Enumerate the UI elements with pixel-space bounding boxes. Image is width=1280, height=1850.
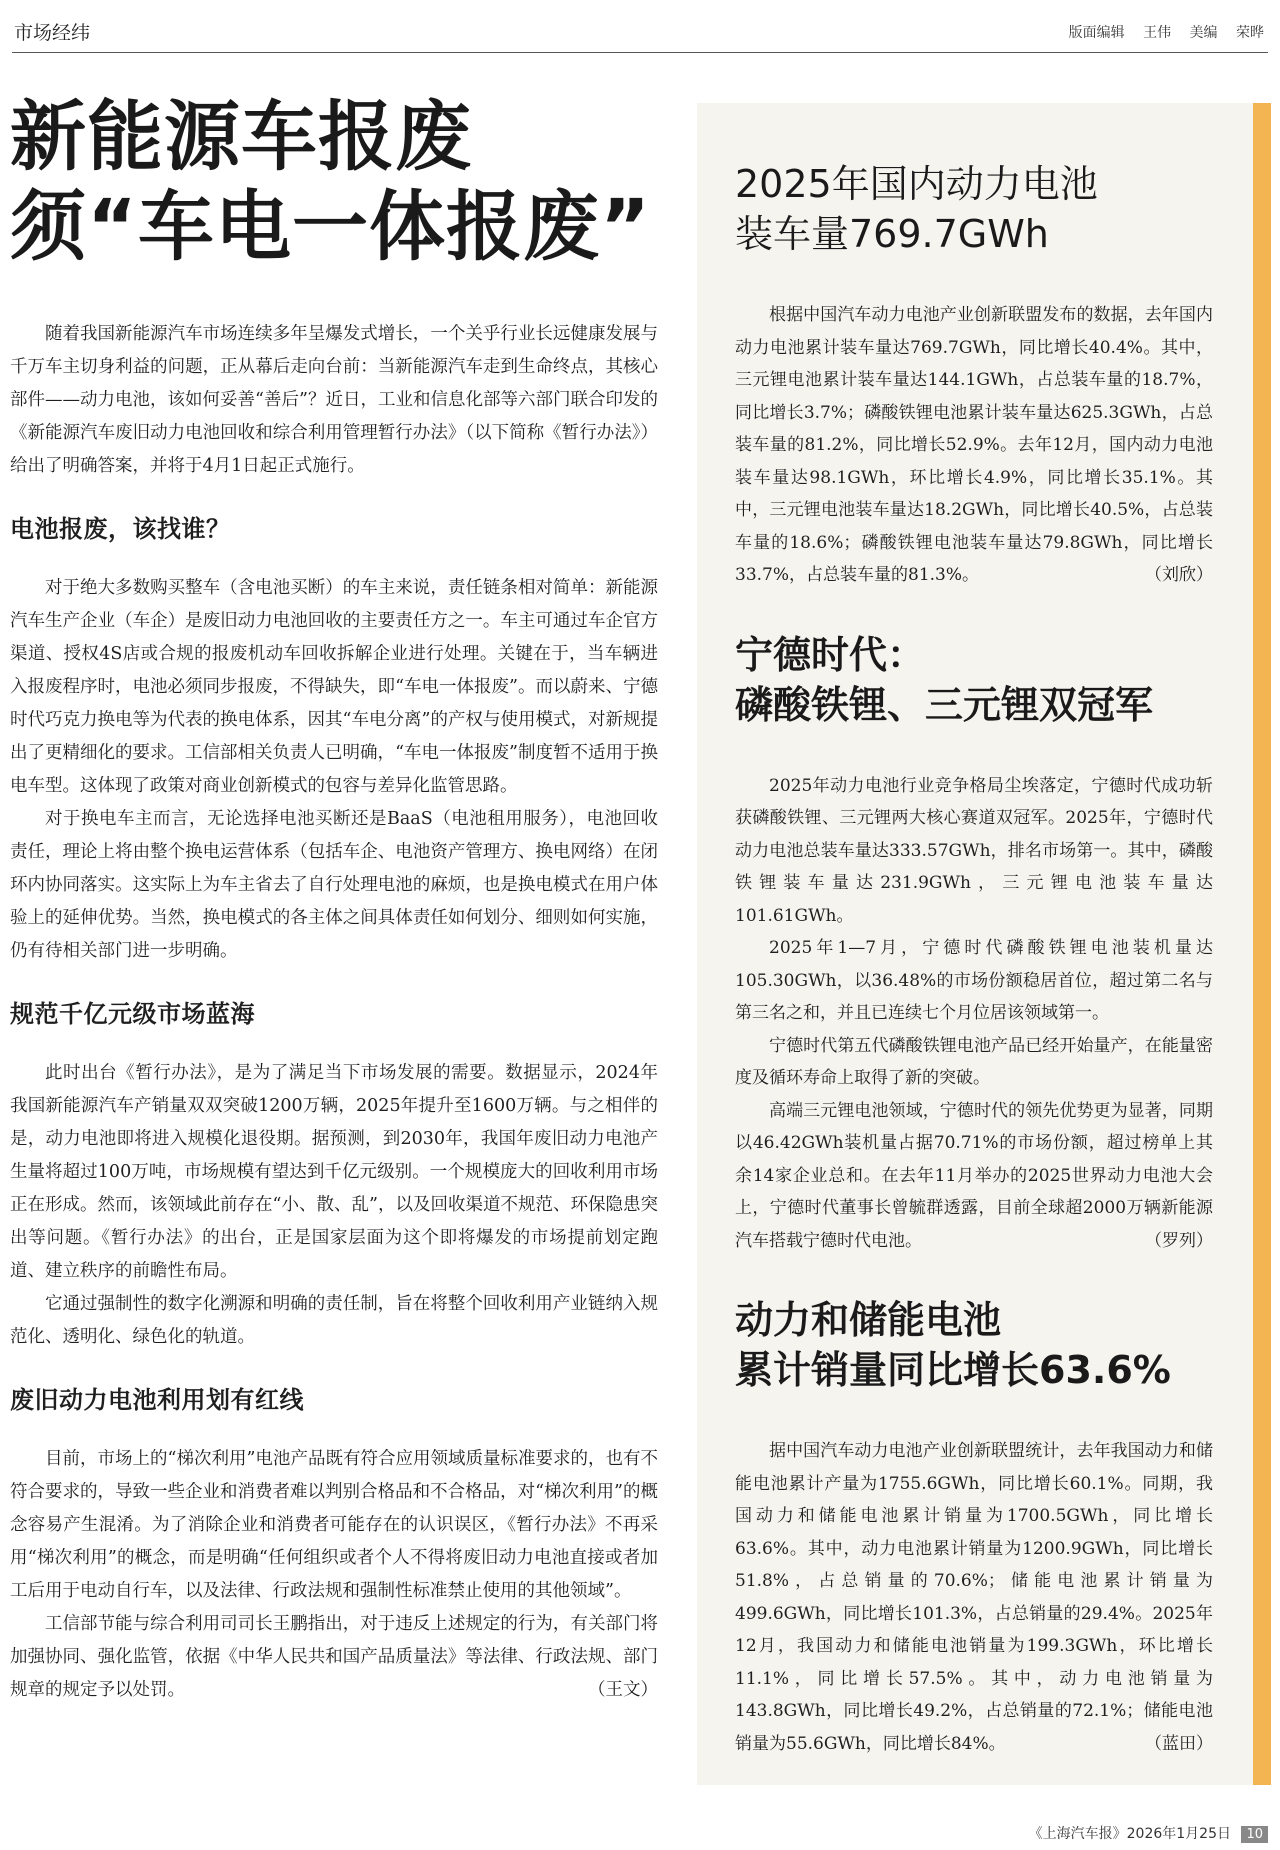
sidebar-article-1 bbox=[735, 159, 1213, 592]
article-paragraph bbox=[10, 1608, 658, 1707]
publication-source: 《上海汽车报》2026年1月25日 bbox=[1028, 1826, 1231, 1842]
page-number: 10 bbox=[1241, 1826, 1268, 1843]
sidebar-paragraph-text: 据中国汽车动力电池产业创新联盟统计，去年我国动力和储能电池累计产量为1755.6GWh，同比增长60.1%。同期，我国动力和储能电池累计销量为1700.5GWh，同比增长63.6%。其中，动力电池累计销量为1200.9GWh，同比增长51.8%，占总销量的70.6%；储能电池累计销量为499.6GWh，同比增长101.3%，占总销量的29.4%。2025年12月，我国动力和储能电池销量为199.3GWh，环比增长11.1%，同比增长57.5%。其中，动力电池销量为143.8GWh，同比增长49.2%，占总销量的72.1%；储能电池销量为55.6GWh，同比增长84%。 bbox=[735, 1441, 1213, 1754]
sidebar-paragraph-text: 根据中国汽车动力电池产业创新联盟发布的数据，去年国内动力电池累计装车量达769.7GWh，同比增长40.4%。其中，三元锂电池累计装车量达144.1GWh，占总装车量的18.7%，同比增长3.7%；磷酸铁锂电池累计装车量达625.3GWh，占总装车量的81.2%，同比增长52.9%。去年12月，国内动力电池装车量达98.1GWh，环比增长4.9%，同比增长35.1%。其中，三元锂电池装车量达18.2GWh，同比增长40.5%，占总装车量的18.6%；磷酸铁锂电池装车量达79.8GWh，同比增长33.7%，占总装车量的81.3%。 bbox=[735, 305, 1213, 585]
credit-name-editor: 王伟 bbox=[1143, 25, 1172, 41]
sidebar-paragraph bbox=[735, 1435, 1213, 1760]
section-heading-1: 电池报废，该找谁？ bbox=[10, 515, 231, 543]
sidebar-paragraph: 宁德时代第五代磷酸铁锂电池产品已经开始量产，在能量密度及循环寿命上取得了新的突破。 bbox=[735, 1035, 1213, 1088]
section-heading-2: 规范千亿元级市场蓝海 bbox=[10, 1000, 255, 1028]
editor-credits bbox=[1055, 22, 1264, 42]
byline: （蓝田） bbox=[1145, 1733, 1213, 1754]
sidebar-box bbox=[697, 103, 1253, 1785]
article-paragraph: 对于绝大多数购买整车（含电池买断）的车主来说，责任链条相对简单：新能源汽车生产企业（车企）是废旧动力电池回收的主要责任方之一。车主可通过车企官方渠道、授权4S店或合规的报废机动车回收拆解企业进行处理。关键在于，当车辆进入报废程序时，电池必须同步报废，不得缺失，即“车电一体报废”。而以蔚来、宁德时代巧克力换电等为代表的换电体系，因其“车电分离”的产权与使用模式，对新规提出了更精细化的要求。工信部相关负责人已明确，“车电一体报废”制度暂不适用于换电车型。这体现了政策对商业创新模式的包容与差异化监管思路。 bbox=[10, 578, 658, 796]
credit-label-designer: 美编 bbox=[1189, 25, 1218, 41]
byline: （刘欣） bbox=[1145, 565, 1213, 585]
sidebar-paragraph-text: 高端三元锂电池领域，宁德时代的领先优势更为显著，同期以46.42GWh装机量占据70.71%的市场份额，超过榜单上其余14家企业总和。在去年11月举办的2025世界动力电池大会上，宁德时代董事长曾毓群透露，目前全球超2000万辆新能源汽车搭载宁德时代电池。 bbox=[735, 1100, 1213, 1251]
byline: （王文） bbox=[588, 1680, 658, 1700]
headline-line-1: 新能源车报废 bbox=[10, 92, 472, 181]
intro-paragraph: 随着我国新能源汽车市场连续多年呈爆发式增长，一个关乎行业长远健康发展与千万车主切身利益的问题，正从幕后走向台前：当新能源汽车走到生命终点，其核心部件——动力电池，该如何妥善“善后”？近日，工业和信息化部等六部门联合印发的《新能源汽车废旧动力电池回收和综合利用管理暂行办法》（以下简称《暂行办法》）给出了明确答案，并将于4月1日起正式施行。 bbox=[10, 324, 658, 476]
article-paragraph: 目前，市场上的“梯次利用”电池产品既有符合应用领域质量标准要求的，也有不符合要求的，导致一些企业和消费者难以判别合格品和不合格品，对“梯次利用”的概念容易产生混淆。为了消除企业和消费者可能存在的认识误区，《暂行办法》不再采用“梯次利用”的概念，而是明确“任何组织或者个人不得将废旧动力电池直接或者加工后用于电动自行车，以及法律、行政法规和强制性标准禁止使用的其他领域”。 bbox=[10, 1449, 658, 1601]
sidebar-paragraph: 2025年动力电池行业竞争格局尘埃落定，宁德时代成功斩获磷酸铁锂、三元锂两大核心赛道双冠军。2025年，宁德时代动力电池总装车量达333.57GWh，排名市场第一。其中，磷酸铁锂装车量达231.9GWh，三元锂电池装车量达101.61GWh。 bbox=[735, 775, 1213, 926]
sidebar-title-line: 磷酸铁锂、三元锂双冠军 bbox=[735, 682, 1154, 727]
page-header bbox=[12, 14, 1268, 53]
article-paragraph: 此时出台《暂行办法》，是为了满足当下市场发展的需要。数据显示，2024年我国新能源汽车产销量双双突破1200万辆，2025年提升至1600万辆。与之相伴的是，动力电池即将进入规模化退役期。据预测，到2030年，我国年废旧动力电池产生量将超过100万吨，市场规模有望达到千亿元级别。一个规模庞大的回收利用市场正在形成。然而，该领域此前存在“小、散、乱”，以及回收渠道不规范、环保隐患突出等问题。《暂行办法》的出台，正是国家层面为这个即将爆发的市场提前划定跑道、建立秩序的前瞻性布局。 bbox=[10, 1063, 658, 1281]
main-article bbox=[10, 318, 658, 1707]
sidebar-title-2 bbox=[735, 630, 1213, 730]
section-heading-3: 废旧动力电池利用划有红线 bbox=[10, 1386, 304, 1414]
sidebar-title-line: 动力和储能电池 bbox=[735, 1298, 1002, 1342]
sidebar-article-3 bbox=[735, 1295, 1213, 1760]
sidebar-content bbox=[735, 159, 1213, 1798]
sidebar-accent-stripe bbox=[1253, 103, 1271, 1785]
credit-label-editor: 版面编辑 bbox=[1068, 25, 1125, 41]
sidebar-title-line: 宁德时代： bbox=[735, 632, 926, 677]
article-paragraph: 它通过强制性的数字化溯源和明确的责任制，旨在将整个回收利用产业链纳入规范化、透明化、绿色化的轨道。 bbox=[10, 1294, 658, 1347]
credit-name-designer: 荣晔 bbox=[1236, 25, 1264, 41]
sidebar-paragraph bbox=[735, 299, 1213, 592]
section-name: 市场经纬 bbox=[14, 22, 91, 44]
article-paragraph: 对于换电车主而言，无论选择电池买断还是BaaS（电池租用服务），电池回收责任，理论上将由整个换电运营体系（包括车企、电池资产管理方、换电网络）在闭环内协同落实。这实际上为车主省去了自行处理电池的麻烦，也是换电模式在用户体验上的延伸优势。当然，换电模式的各主体之间具体责任如何划分、细则如何实施，仍有待相关部门进一步明确。 bbox=[10, 809, 658, 961]
main-headline bbox=[10, 92, 690, 272]
sidebar-title-3 bbox=[735, 1295, 1213, 1395]
sidebar-title-line: 2025年国内动力电池 bbox=[735, 162, 1098, 206]
sidebar-article-2 bbox=[735, 630, 1213, 1258]
byline: （罗列） bbox=[1145, 1230, 1213, 1251]
page-footer bbox=[1029, 1823, 1268, 1843]
article-paragraph-text: 工信部节能与综合利用司司长王鹏指出，对于违反上述规定的行为，有关部门将加强协同、强化监管，依据《中华人民共和国产品质量法》等法律、行政法规、部门规章的规定予以处罚。 bbox=[10, 1614, 658, 1700]
sidebar-title-line: 累计销量同比增长63.6% bbox=[735, 1348, 1171, 1392]
headline-line-2: 须“车电一体报废” bbox=[10, 182, 651, 271]
sidebar-title-1 bbox=[735, 159, 1213, 259]
sidebar-paragraph: 2025年1—7月，宁德时代磷酸铁锂电池装机量达105.30GWh，以36.48%的市场份额稳居首位，超过第二名与第三名之和，并且已连续七个月位居该领域第一。 bbox=[735, 938, 1213, 1023]
sidebar-title-line: 装车量769.7GWh bbox=[735, 212, 1049, 256]
sidebar-paragraph bbox=[735, 1095, 1213, 1258]
